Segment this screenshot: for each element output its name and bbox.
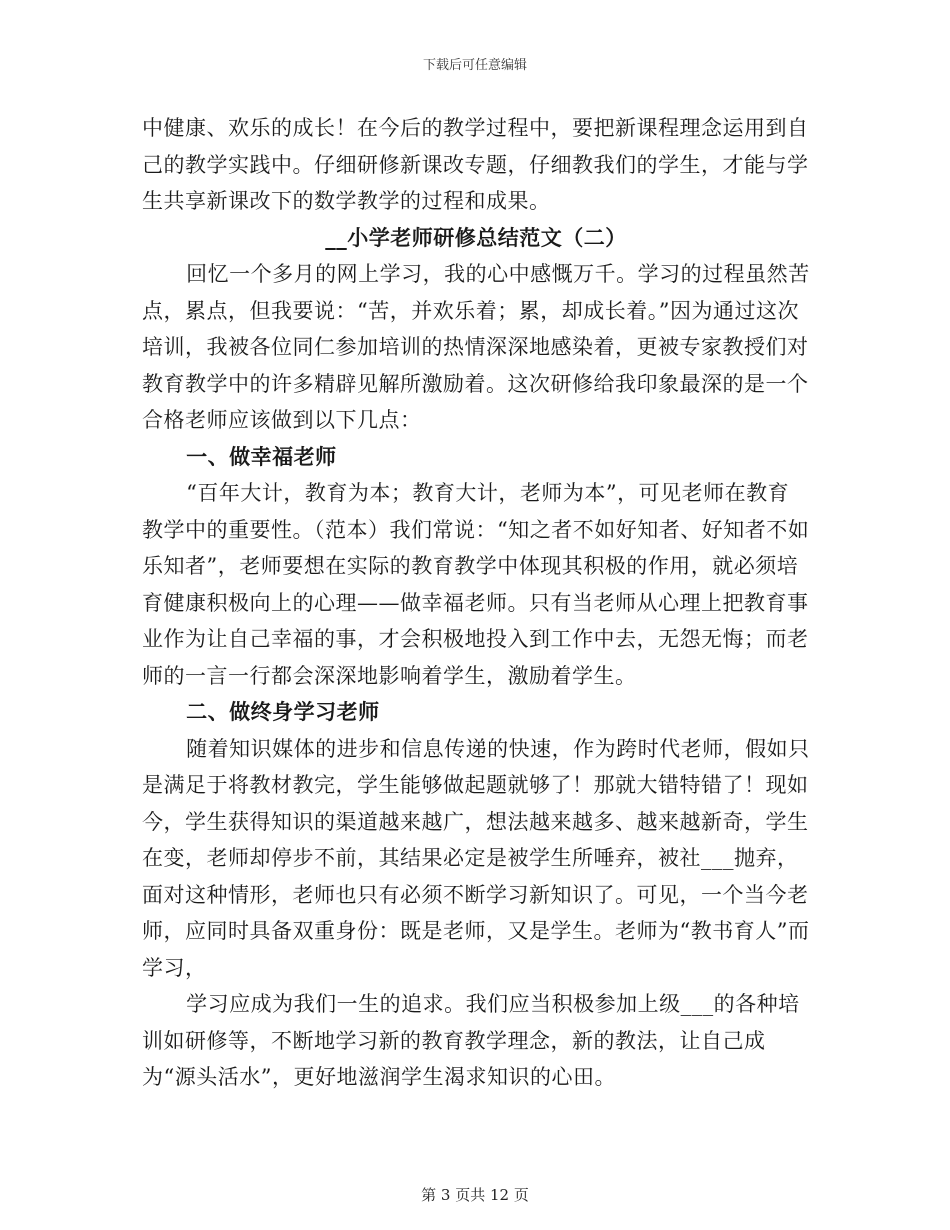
paragraph-continuation: 中健康、欢乐的成长！在今后的教学过程中，要把新课程理念运用到自己的教学实践中。仔细研修新课改专题，仔细教我们的学生，才能与学生共享新课改下的数学教学的过程和成果。 (142, 116, 809, 213)
paragraph-happy-teacher: “百年大计，教育为本；教育大计，老师为本”，可见老师在教育教学中的重要性。（范本）我们常说：“知之者不如好知者、好知者不如乐知者”，老师要想在实际的教育教学中体现其积极的作用，就必须培育健康积极向上的心理——做幸福老师。只有当老师从心理上把教育事业作为让自己幸福的事，才会积极地投入到工作中去，无怨无悔；而老师的一言一行都会深深地影响着学生，激励着学生。 (142, 481, 810, 688)
section-title: __小学老师研修总结范文（二） (325, 224, 627, 250)
paragraph-learning-pursuit: 学习应成为我们一生的追求。我们应当积极参加上级___的各种培训如研修等，不断地学习新的教育教学理念，新的教法，让自己成为“源头活水”，更好地滋润学生渴求知识的心田。 (142, 992, 800, 1089)
paragraph-intro: 回忆一个多月的网上学习，我的心中感慨万千。学习的过程虽然苦点，累点，但我要说：“苦，并欢乐着；累，却成长着。”因为通过这次培训，我被各位同仁参加培训的热情深深地感染着，更被专家教授们对教育教学中的许多精辟见解所激励着。这次研修给我印象最深的是一个合格老师应该做到以下几点： (142, 262, 810, 432)
heading-lifelong-learning: 二、做终身学习老师 (186, 699, 380, 724)
heading-happy-teacher: 一、做幸福老师 (186, 443, 337, 469)
page-number: 第 3 页共 12 页 (421, 1186, 529, 1204)
paragraph-lifelong-learning: 随着知识媒体的进步和信息传递的快速，作为跨时代老师，假如只是满足于将教材教完，学生能够做起题就够了！那就大错特错了！现如今，学生获得知识的渠道越来越广，想法越来越多、越来越新奇，学生在变，老师却停步不前，其结果必定是被学生所唾弃，被社___抛弃，面对这种情形，老师也只有必须不断学习新知识了。可见，一个当今老师，应同时具备双重身份：既是老师，又是学生。老师为“教书育人”而学习， (142, 736, 810, 980)
document-body (142, 110, 810, 1096)
page-header: 下载后可任意编辑 (422, 58, 527, 73)
